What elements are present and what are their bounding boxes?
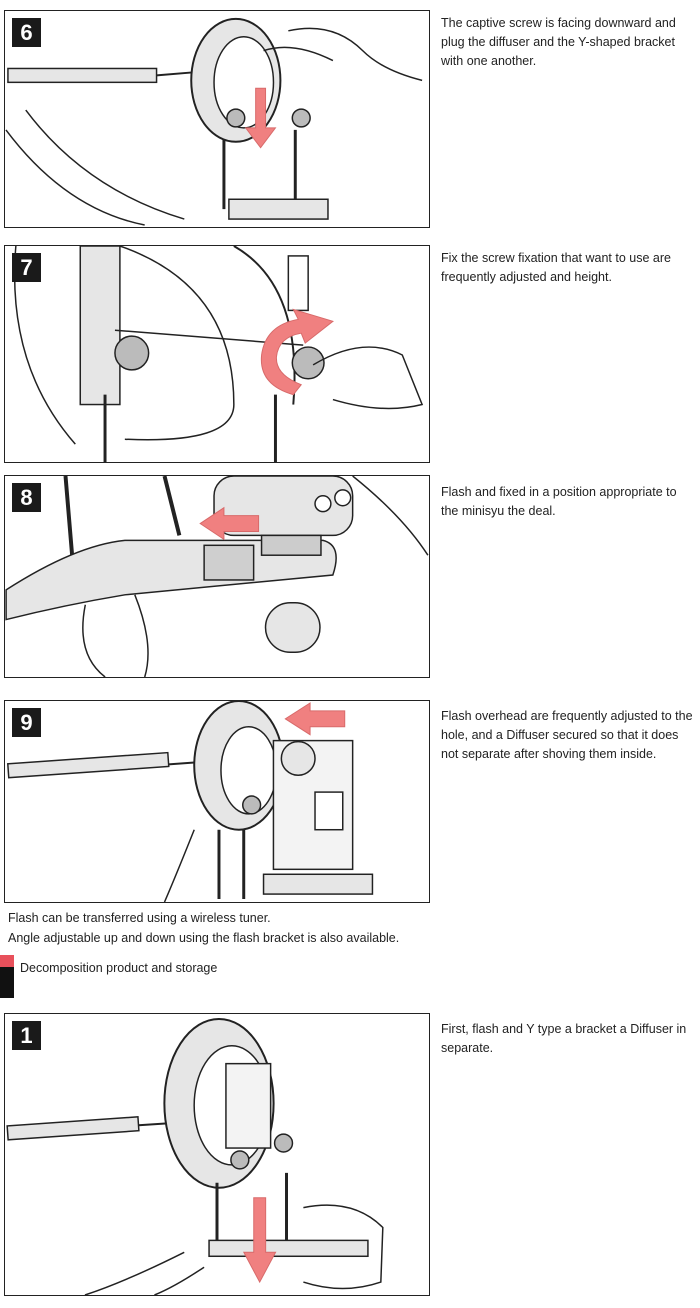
flash-mount-drawing — [5, 476, 429, 677]
step-number-badge: 9 — [12, 708, 41, 737]
step-number-badge: 8 — [12, 483, 41, 512]
step-8-illustration — [4, 475, 430, 678]
screw-fixation-drawing — [5, 246, 429, 462]
step-1-illustration — [4, 1013, 430, 1296]
step-8-caption: Flash and fixed in a position appropriate to the minisyu the deal. — [441, 485, 677, 518]
note-wireless-tuner: Flash can be transferred using a wireless tuner. — [8, 911, 271, 925]
section-marker-black — [0, 967, 14, 998]
step-7-illustration — [4, 245, 430, 463]
step-number-badge: 6 — [12, 18, 41, 47]
section-marker — [0, 955, 14, 998]
step-7-caption: Fix the screw fixation that want to use are frequently adjusted and height. — [441, 251, 671, 284]
section-title: Decomposition product and storage — [20, 961, 218, 975]
separate-parts-drawing — [5, 1014, 429, 1295]
step-number-badge: 1 — [12, 1021, 41, 1050]
step-1-caption: First, flash and Y type a bracket a Diffuser in separate. — [441, 1022, 687, 1055]
section-marker-red — [0, 955, 14, 967]
step-6-caption: The captive screw is facing downward and plug the diffuser and the Y-shaped bracket with one another. — [441, 16, 676, 68]
note-angle-adjustable: Angle adjustable up and down using the flash bracket is also available. — [8, 931, 400, 945]
step-number-badge: 7 — [12, 253, 41, 282]
flash-insert-drawing — [5, 701, 429, 902]
step-6-illustration — [4, 10, 430, 228]
step-9-caption: Flash overhead are frequently adjusted to the hole, and a Diffuser secured so that it does not separate after shoving them inside. — [441, 709, 693, 761]
step-9-illustration — [4, 700, 430, 903]
diffuser-bracket-drawing — [5, 11, 429, 227]
